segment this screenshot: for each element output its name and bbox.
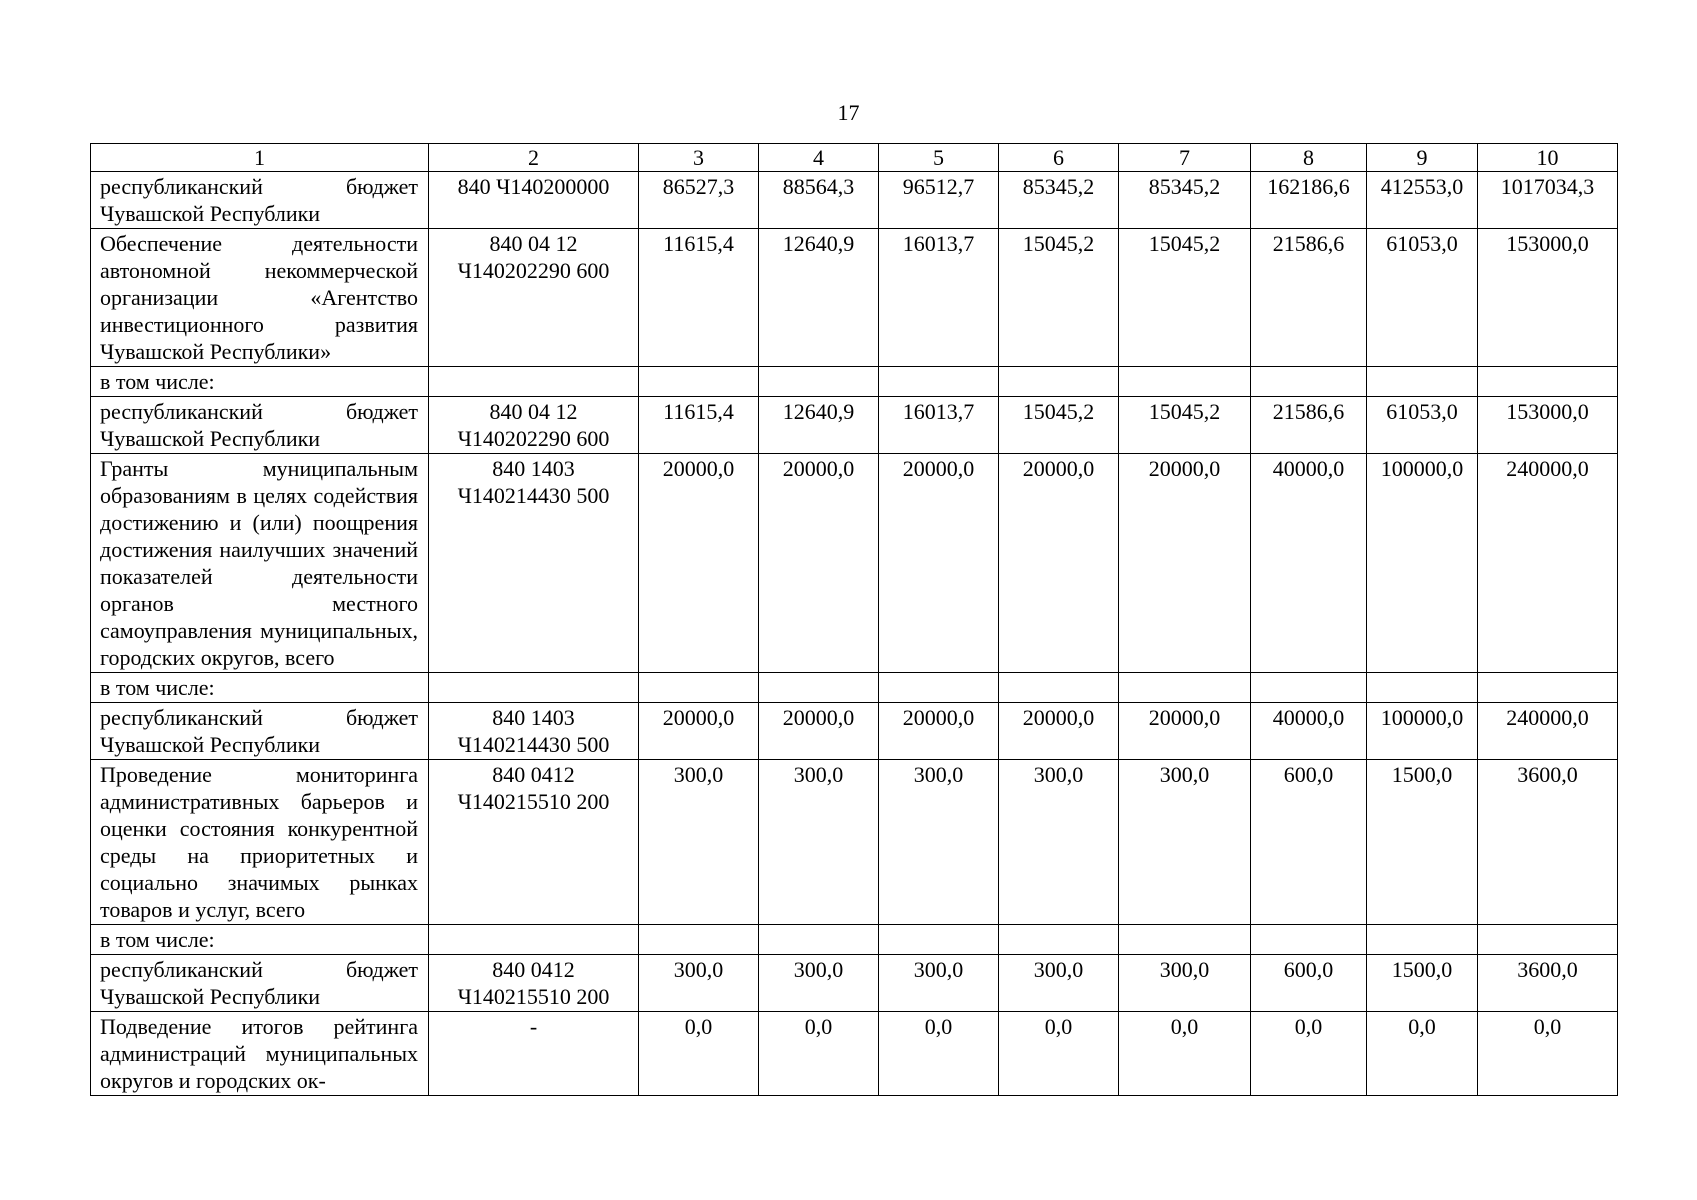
value-cell: 16013,7 [879, 397, 999, 454]
value-cell: 300,0 [759, 760, 879, 925]
value-cell: 240000,0 [1478, 454, 1618, 673]
value-cell [1367, 367, 1478, 397]
value-cell: 0,0 [639, 1012, 759, 1096]
value-cell [759, 367, 879, 397]
budget-classification-code [429, 673, 639, 703]
value-cell: 240000,0 [1478, 703, 1618, 760]
value-cell [639, 925, 759, 955]
value-cell: 96512,7 [879, 172, 999, 229]
value-cell: 20000,0 [759, 703, 879, 760]
header-cell: 2 [429, 144, 639, 172]
value-cell: 0,0 [879, 1012, 999, 1096]
table-body [91, 172, 1618, 1096]
table-row [91, 925, 1618, 955]
value-cell: 21586,6 [1251, 397, 1367, 454]
value-cell [879, 925, 999, 955]
table-row [91, 760, 1618, 925]
table-row [91, 172, 1618, 229]
row-description: Подведение итогов рейтинга администраций муниципальных округов и городских ок- [91, 1012, 429, 1096]
table-header-row [91, 144, 1618, 172]
value-cell: 600,0 [1251, 955, 1367, 1012]
value-cell [999, 673, 1119, 703]
value-cell: 3600,0 [1478, 760, 1618, 925]
value-cell: 15045,2 [999, 397, 1119, 454]
value-cell [1251, 673, 1367, 703]
value-cell: 40000,0 [1251, 703, 1367, 760]
value-cell: 100000,0 [1367, 703, 1478, 760]
value-cell: 86527,3 [639, 172, 759, 229]
value-cell: 412553,0 [1367, 172, 1478, 229]
value-cell: 12640,9 [759, 229, 879, 367]
value-cell [639, 367, 759, 397]
value-cell [1119, 367, 1251, 397]
row-description: в том числе: [91, 673, 429, 703]
table-row [91, 1012, 1618, 1096]
value-cell: 0,0 [759, 1012, 879, 1096]
value-cell: 300,0 [879, 760, 999, 925]
table-row [91, 673, 1618, 703]
value-cell: 15045,2 [1119, 229, 1251, 367]
value-cell: 11615,4 [639, 397, 759, 454]
budget-classification-code: 840 1403 Ч140214430 500 [429, 703, 639, 760]
value-cell [1119, 925, 1251, 955]
budget-classification-code [429, 367, 639, 397]
value-cell: 0,0 [1367, 1012, 1478, 1096]
value-cell: 40000,0 [1251, 454, 1367, 673]
value-cell: 162186,6 [1251, 172, 1367, 229]
value-cell: 0,0 [1251, 1012, 1367, 1096]
value-cell: 15045,2 [999, 229, 1119, 367]
row-description: в том числе: [91, 367, 429, 397]
value-cell: 61053,0 [1367, 229, 1478, 367]
value-cell: 20000,0 [1119, 454, 1251, 673]
value-cell: 300,0 [759, 955, 879, 1012]
value-cell [879, 367, 999, 397]
header-cell: 4 [759, 144, 879, 172]
value-cell: 0,0 [999, 1012, 1119, 1096]
value-cell: 300,0 [999, 955, 1119, 1012]
header-cell: 8 [1251, 144, 1367, 172]
value-cell [759, 673, 879, 703]
header-cell: 3 [639, 144, 759, 172]
budget-classification-code: 840 1403 Ч140214430 500 [429, 454, 639, 673]
value-cell: 3600,0 [1478, 955, 1618, 1012]
value-cell: 1017034,3 [1478, 172, 1618, 229]
value-cell: 300,0 [1119, 955, 1251, 1012]
header-cell: 7 [1119, 144, 1251, 172]
value-cell [759, 925, 879, 955]
value-cell [999, 925, 1119, 955]
value-cell [999, 367, 1119, 397]
value-cell: 300,0 [999, 760, 1119, 925]
table-row [91, 703, 1618, 760]
table-row [91, 367, 1618, 397]
value-cell: 16013,7 [879, 229, 999, 367]
budget-classification-code: 840 0412 Ч140215510 200 [429, 955, 639, 1012]
budget-classification-code: 840 Ч140200000 [429, 172, 639, 229]
value-cell: 20000,0 [879, 703, 999, 760]
row-description: Проведение мониторинга административных барьеров и оценки состояния конкурентной среды на приоритетных и социально значимых рынках товаров и услуг, всего [91, 760, 429, 925]
row-description: республиканский бюджет Чувашской Республики [91, 172, 429, 229]
value-cell [1367, 925, 1478, 955]
value-cell [1478, 925, 1618, 955]
budget-classification-code: 840 04 12 Ч140202290 600 [429, 397, 639, 454]
header-cell: 1 [91, 144, 429, 172]
header-cell: 5 [879, 144, 999, 172]
value-cell: 88564,3 [759, 172, 879, 229]
budget-classification-code: 840 0412 Ч140215510 200 [429, 760, 639, 925]
value-cell: 0,0 [1119, 1012, 1251, 1096]
value-cell: 21586,6 [1251, 229, 1367, 367]
table-row [91, 955, 1618, 1012]
value-cell: 20000,0 [639, 454, 759, 673]
row-description: в том числе: [91, 925, 429, 955]
value-cell: 300,0 [639, 760, 759, 925]
row-description: Обеспечение деятельности автономной некоммерческой организации «Агентство инвестиционного развития Чувашской Республики» [91, 229, 429, 367]
value-cell: 300,0 [639, 955, 759, 1012]
value-cell: 153000,0 [1478, 397, 1618, 454]
value-cell: 100000,0 [1367, 454, 1478, 673]
value-cell: 11615,4 [639, 229, 759, 367]
value-cell: 61053,0 [1367, 397, 1478, 454]
budget-classification-code: - [429, 1012, 639, 1096]
header-cell: 9 [1367, 144, 1478, 172]
value-cell [1251, 367, 1367, 397]
row-description: Гранты муниципальным образованиям в целях содействия достижению и (или) поощрения достижения наилучших значений показателей деятельности органов местного самоуправления муниципальных, городских округов, всего [91, 454, 429, 673]
value-cell: 12640,9 [759, 397, 879, 454]
value-cell: 15045,2 [1119, 397, 1251, 454]
page-number: 17 [837, 100, 860, 125]
value-cell: 85345,2 [1119, 172, 1251, 229]
value-cell [1367, 673, 1478, 703]
value-cell: 1500,0 [1367, 760, 1478, 925]
value-cell: 20000,0 [639, 703, 759, 760]
budget-table [90, 143, 1618, 1096]
value-cell: 300,0 [1119, 760, 1251, 925]
value-cell: 20000,0 [879, 454, 999, 673]
row-description: республиканский бюджет Чувашской Республики [91, 955, 429, 1012]
value-cell: 300,0 [879, 955, 999, 1012]
value-cell: 153000,0 [1478, 229, 1618, 367]
value-cell [1478, 367, 1618, 397]
table-row [91, 397, 1618, 454]
header-cell: 6 [999, 144, 1119, 172]
value-cell [1119, 673, 1251, 703]
value-cell: 20000,0 [999, 454, 1119, 673]
value-cell: 1500,0 [1367, 955, 1478, 1012]
row-description: республиканский бюджет Чувашской Республики [91, 703, 429, 760]
value-cell: 600,0 [1251, 760, 1367, 925]
row-description: республиканский бюджет Чувашской Республики [91, 397, 429, 454]
value-cell: 20000,0 [1119, 703, 1251, 760]
value-cell: 20000,0 [759, 454, 879, 673]
budget-classification-code [429, 925, 639, 955]
value-cell [1251, 925, 1367, 955]
value-cell [639, 673, 759, 703]
value-cell: 85345,2 [999, 172, 1119, 229]
value-cell [1478, 673, 1618, 703]
value-cell [879, 673, 999, 703]
header-cell: 10 [1478, 144, 1618, 172]
budget-classification-code: 840 04 12 Ч140202290 600 [429, 229, 639, 367]
table-row [91, 454, 1618, 673]
value-cell: 0,0 [1478, 1012, 1618, 1096]
value-cell: 20000,0 [999, 703, 1119, 760]
table-row [91, 229, 1618, 367]
